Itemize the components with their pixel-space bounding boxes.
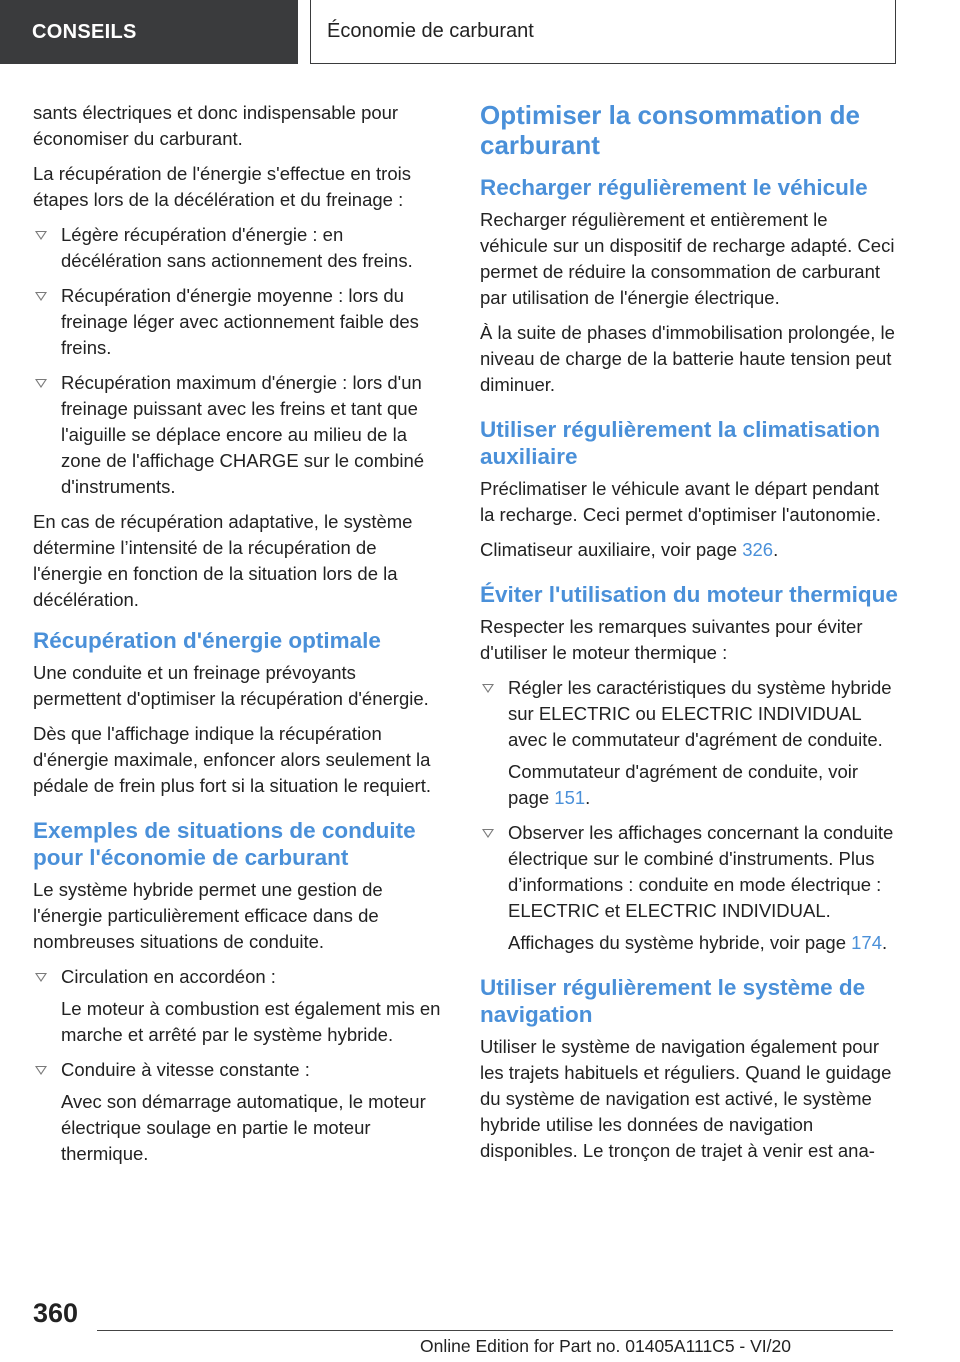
triangle-bullet-icon — [35, 1066, 47, 1075]
page-title: Optimiser la consommation de carburant — [480, 100, 860, 160]
heading-avoid-thermal-engine: Éviter l'utilisation du moteur thermique — [480, 582, 898, 607]
tips-list — [480, 675, 898, 956]
paragraph: Le système hybride permet une gestion de l'énergie particulièrement efficace dans de nombreuses situations de conduite. — [33, 879, 383, 952]
page-link[interactable]: 174 — [851, 932, 883, 953]
section-title: CONSEILS — [32, 20, 137, 43]
page-link[interactable]: 326 — [742, 539, 774, 560]
paragraph: En cas de récupération adaptative, le système détermine l’intensité de la récupération de l'énergie en fonction de la situation lors de la décélération. — [33, 511, 413, 610]
heading-driving-examples: Exemples de situations de conduite pour l'économie de carburant — [33, 818, 416, 870]
paragraph: La récupération de l'énergie s'effectue en trois étapes lors de la décélération et du freinage : — [33, 163, 411, 210]
triangle-bullet-icon — [35, 292, 47, 301]
triangle-bullet-icon — [482, 684, 494, 693]
footer-edition: Online Edition for Part no. 01405A111C5 - VI/20 — [420, 1336, 791, 1356]
chapter-title: Économie de carburant — [327, 20, 534, 42]
triangle-bullet-icon — [35, 973, 47, 982]
examples-list — [33, 964, 447, 1167]
paragraph: Respecter les remarques suivantes pour éviter d'utiliser le moteur thermique : — [480, 616, 863, 663]
list-item: Régler les caractéristiques du système hybride sur ELECTRIC ou ELECTRIC INDIVIDUAL avec le commutateur d'agrément de conduite. Commutateur d'agrément de conduite, voir page 151. — [480, 675, 898, 811]
triangle-bullet-icon — [482, 829, 494, 838]
paragraph: Dès que l'affichage indique la récupération d'énergie maximale, enfoncer alors seulement la pédale de frein plus fort si la situation le requiert. — [33, 723, 431, 796]
list-item: Conduire à vitesse constante : Avec son démarrage automatique, le moteur électrique soulage en partie le moteur thermique. — [33, 1057, 447, 1167]
list-item: Récupération d'énergie moyenne : lors du freinage léger avec actionnement faible des freins. — [33, 283, 447, 361]
section-tab — [0, 0, 298, 64]
page-number: 360 — [33, 1298, 79, 1328]
page-link[interactable]: 151 — [554, 787, 586, 808]
paragraph: Préclimatiser le véhicule avant le départ pendant la recharge. Ceci permet d'optimiser l'autonomie. — [480, 478, 881, 525]
paragraph: Une conduite et un freinage prévoyants permettent d'optimiser la récupération d'énergie. — [33, 662, 429, 709]
recuperation-stages-list — [33, 222, 447, 500]
list-item: Observer les affichages concernant la conduite électrique sur le combiné d'instruments. Plus d’informations : conduite en mode électrique : ELECTRIC et ELECTRIC INDIVIDUAL. Affichages du système hybride, voir page 174. — [480, 820, 898, 956]
heading-climatisation: Utiliser régulièrement la climatisation auxiliaire — [480, 417, 881, 469]
paragraph: sants électriques et donc indispensable pour économiser du carburant. — [33, 102, 399, 149]
list-item: Circulation en accordéon : Le moteur à combustion est également mis en marche et arrêté par le système hybride. — [33, 964, 447, 1048]
paragraph: Recharger régulièrement et entièrement le véhicule sur un dispositif de recharge adapté. Ceci permet de réduire la consommation de carburant par utilisation de l'énergie électrique. — [480, 209, 895, 308]
paragraph: À la suite de phases d'immobilisation prolongée, le niveau de charge de la batterie haute tension peut diminuer. — [480, 322, 895, 395]
triangle-bullet-icon — [35, 231, 47, 240]
footer-divider — [97, 1330, 893, 1331]
heading-optimal-recuperation: Récupération d'énergie optimale — [33, 628, 381, 653]
heading-navigation: Utiliser régulièrement le système de navigation — [480, 975, 866, 1027]
heading-recharge: Recharger régulièrement le véhicule — [480, 175, 868, 200]
list-item: Légère récupération d'énergie : en décélération sans actionnement des freins. — [33, 222, 447, 274]
list-item: Récupération maximum d'énergie : lors d'un freinage puissant avec les freins et tant que l'aiguille se déplace encore au milieu de la zone de l'affichage CHARGE sur le combiné d'instruments. — [33, 370, 447, 500]
left-column — [33, 100, 447, 1176]
triangle-bullet-icon — [35, 379, 47, 388]
right-column — [480, 100, 898, 1173]
paragraph: Utiliser le système de navigation également pour les trajets habituels et réguliers. Quand le guidage du système de navigation est activé, le système hybride utilise les données de navigation disponibles. Le tronçon de trajet à venir est ana- — [480, 1036, 892, 1161]
chapter-header — [310, 0, 896, 64]
paragraph: Climatiseur auxiliaire, voir page 326. — [480, 539, 779, 560]
